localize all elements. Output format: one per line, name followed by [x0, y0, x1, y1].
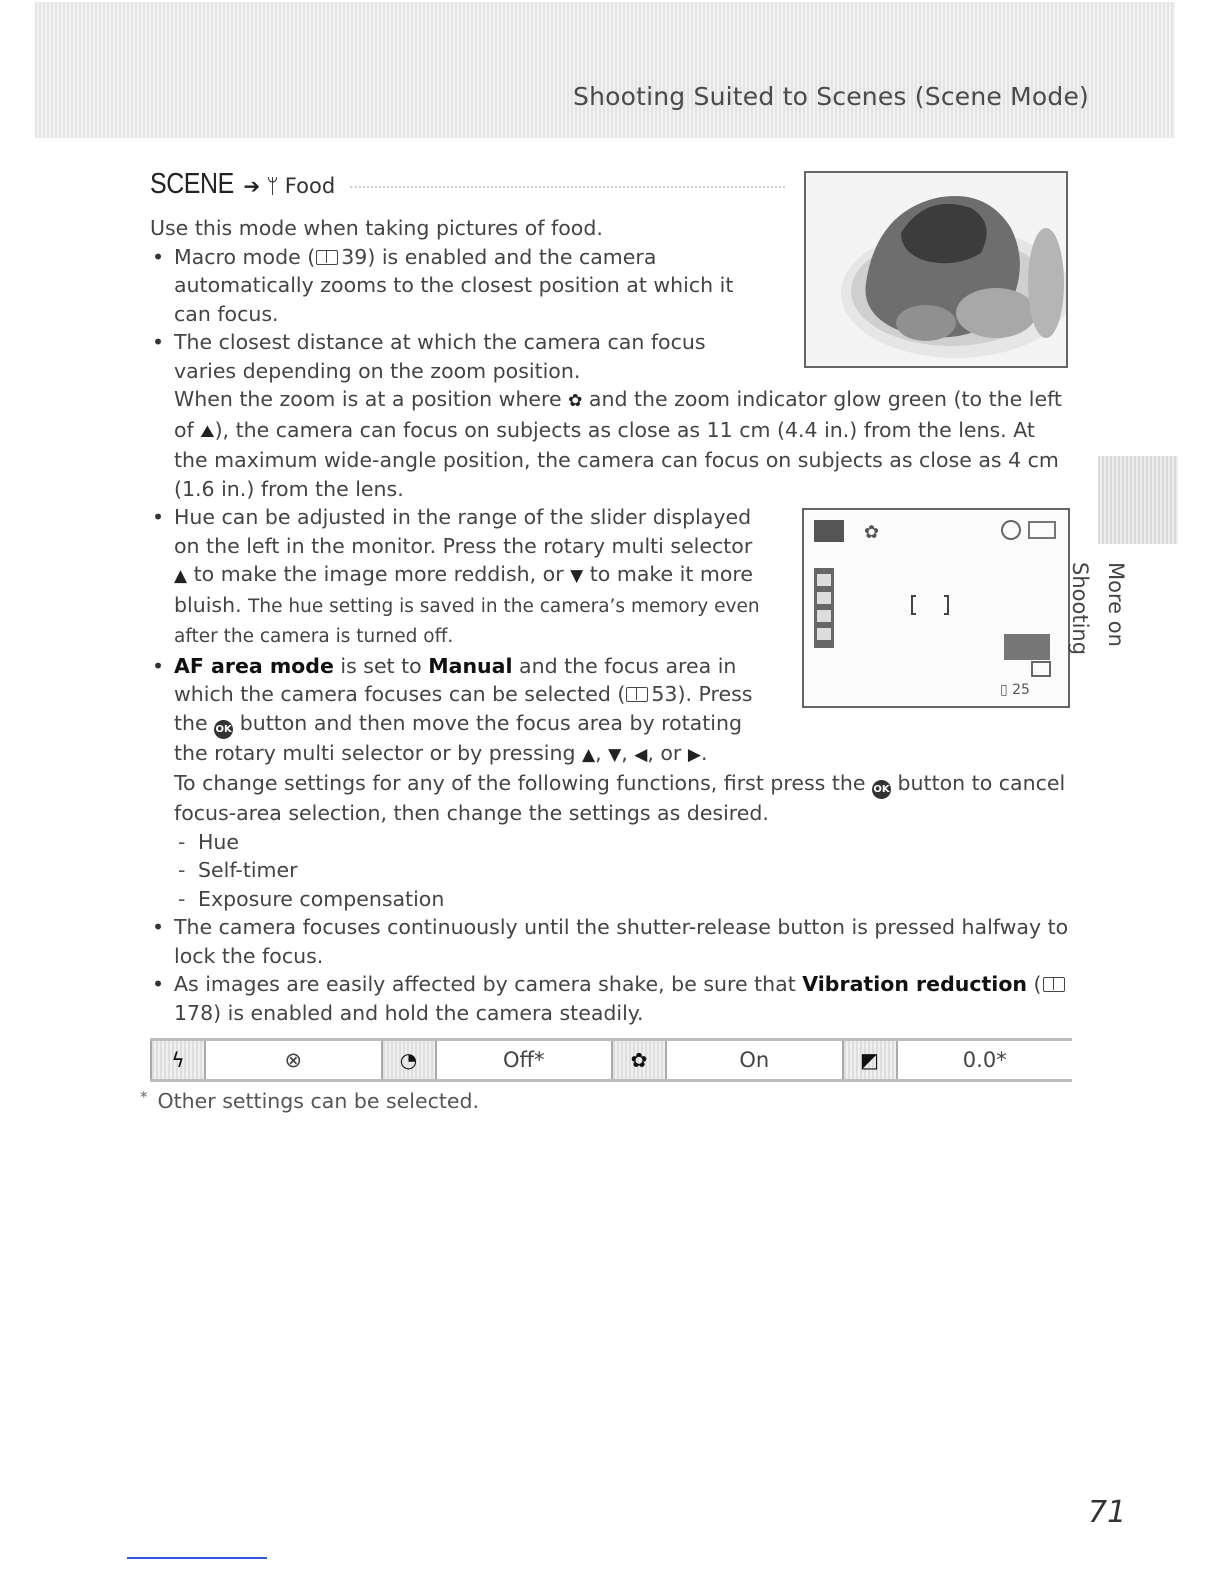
- detail-text-a: When the zoom is at a position where: [174, 387, 569, 411]
- page-ref-53: 53: [651, 682, 678, 706]
- page-ref-39: 39: [341, 244, 368, 269]
- mode-name: Food: [284, 174, 336, 198]
- af-text-3: ). Press the: [174, 682, 753, 735]
- af-area-mode-label: AF area mode: [174, 653, 334, 678]
- bullet-af-area: [150, 652, 1075, 914]
- bullet-list: [150, 243, 1075, 1028]
- footer-rule: [127, 1557, 267, 1559]
- af-sep-4: .: [700, 740, 708, 765]
- hue-text-a: Hue can be adjusted in the range of the slider displayed on the left in the monitor. Press the rotary multi selector: [174, 505, 753, 558]
- book-icon: [626, 687, 648, 702]
- footnote-star: *: [140, 1088, 148, 1106]
- bullet-macro-text-b: ) is enabled and the camera automatically zooms to the closest position at which it can focus.: [174, 244, 734, 326]
- detail-text-b: and the zoom indicator glow green (to the left of: [174, 387, 1062, 442]
- svg-text:✿: ✿: [864, 522, 880, 543]
- af-cancel-text-a: To change settings for any of the following functions, first press the: [174, 771, 873, 795]
- up-arrow-icon: ▲: [174, 566, 188, 586]
- vr-text-a: As images are easily affected by camera shake, be sure that: [174, 972, 803, 996]
- af-sep-2: ,: [621, 740, 635, 765]
- vibration-reduction-label: Vibration reduction: [802, 972, 1027, 996]
- down-arrow-icon: ▼: [570, 566, 584, 586]
- scene-label: SCENE: [150, 168, 234, 200]
- af-text-1: is set to: [333, 653, 429, 678]
- default-settings-table: [150, 1038, 1072, 1082]
- hue-text-b: to make the image more reddish, or: [187, 562, 571, 586]
- function-list: [174, 828, 1075, 914]
- af-cancel-text-b: button to cancel focus-area selection, then change the settings as desired.: [174, 771, 1066, 825]
- bullet-hue: [150, 503, 769, 652]
- down-arrow-icon: ▼: [608, 744, 622, 765]
- svg-text:▯ 25: ▯ 25: [1000, 682, 1030, 698]
- af-text-2: and the focus area in which the camera focuses can be selected (: [174, 653, 737, 706]
- title-dotted-rule: [350, 186, 785, 188]
- bullet-macro: [150, 243, 769, 329]
- section-title: [150, 168, 335, 204]
- side-tab-marker: [1098, 456, 1178, 544]
- bullet-continuous-focus: • The camera focuses continuously until the shutter-release button is pressed halfway to lock the focus.: [150, 913, 1075, 970]
- vr-text-d: ) is enabled and hold the camera steadily.: [213, 1000, 644, 1025]
- ok-button-icon: OK: [872, 780, 891, 799]
- ok-button-icon: OK: [214, 720, 233, 739]
- bullet-vibration: [150, 970, 1075, 1027]
- hue-text-c: to make it more bluish.: [174, 562, 753, 617]
- header-band: [35, 2, 1175, 138]
- page-header-title: Shooting Suited to Scenes (Scene Mode): [573, 82, 1089, 111]
- bullet-macro-text-a: Macro mode (: [174, 244, 316, 269]
- af-cancel-note: [174, 769, 1075, 828]
- mountain-icon: ⛰: [200, 421, 215, 442]
- af-area-main: [174, 652, 769, 770]
- exposure-compensation-icon: ◩: [842, 1041, 898, 1079]
- hue-memory-note: The hue setting is saved in the camera’s memory even after the camera is turned off.: [174, 595, 760, 647]
- book-icon: [316, 250, 338, 265]
- footnote: [140, 1088, 479, 1113]
- side-tab-label: More on Shooting: [1068, 562, 1128, 656]
- function-item: - Exposure compensation: [174, 885, 1075, 914]
- detail-text-c: ), the camera can focus on subjects as close as 11 cm (4.4 in.) from the lens. At the maximum wide-angle position, the camera can focus on subjects as close as 4 cm (1.6 in.) from the lens.: [174, 417, 1059, 501]
- body-text: [150, 214, 1075, 1027]
- function-item: - Hue: [174, 828, 1075, 857]
- bullet-closest-distance-line: • The closest distance at which the camera can focus varies depending on the zoom position.: [174, 330, 706, 383]
- arrow-icon: ➔: [243, 174, 261, 198]
- af-text-4: button and then move the focus area by rotating the rotary multi selector or by pressing: [174, 710, 742, 765]
- self-timer-value: Off*: [503, 1048, 545, 1072]
- macro-value: On: [739, 1048, 770, 1072]
- af-sep-3: , or: [647, 740, 688, 765]
- up-arrow-icon: ▲: [582, 744, 596, 765]
- page-number: 71: [1088, 1495, 1127, 1530]
- flash-value: ⊗: [284, 1048, 303, 1072]
- book-icon: [1043, 977, 1065, 992]
- exposure-compensation-value: 0.0*: [962, 1048, 1007, 1072]
- macro-icon: ✿: [568, 391, 583, 411]
- macro-icon: ✿: [611, 1041, 667, 1079]
- bullet-closest-distance-detail: [174, 385, 1075, 503]
- intro-paragraph: Use this mode when taking pictures of food.: [150, 216, 603, 240]
- bullet-closest-distance: [150, 328, 1075, 503]
- page-ref-178: 178: [174, 1000, 214, 1025]
- left-arrow-icon: ◀: [634, 744, 648, 765]
- af-sep-1: ,: [595, 740, 609, 765]
- self-timer-icon: ◔: [381, 1041, 437, 1079]
- manual-label: Manual: [428, 653, 513, 678]
- footnote-text: Other settings can be selected.: [157, 1089, 480, 1113]
- right-arrow-icon: ▶: [687, 744, 701, 765]
- vr-text-c: (: [1027, 972, 1042, 996]
- flash-icon: ϟ: [150, 1041, 206, 1079]
- function-item: - Self-timer: [174, 856, 1075, 885]
- fork-knife-icon: ᛘ: [266, 174, 279, 198]
